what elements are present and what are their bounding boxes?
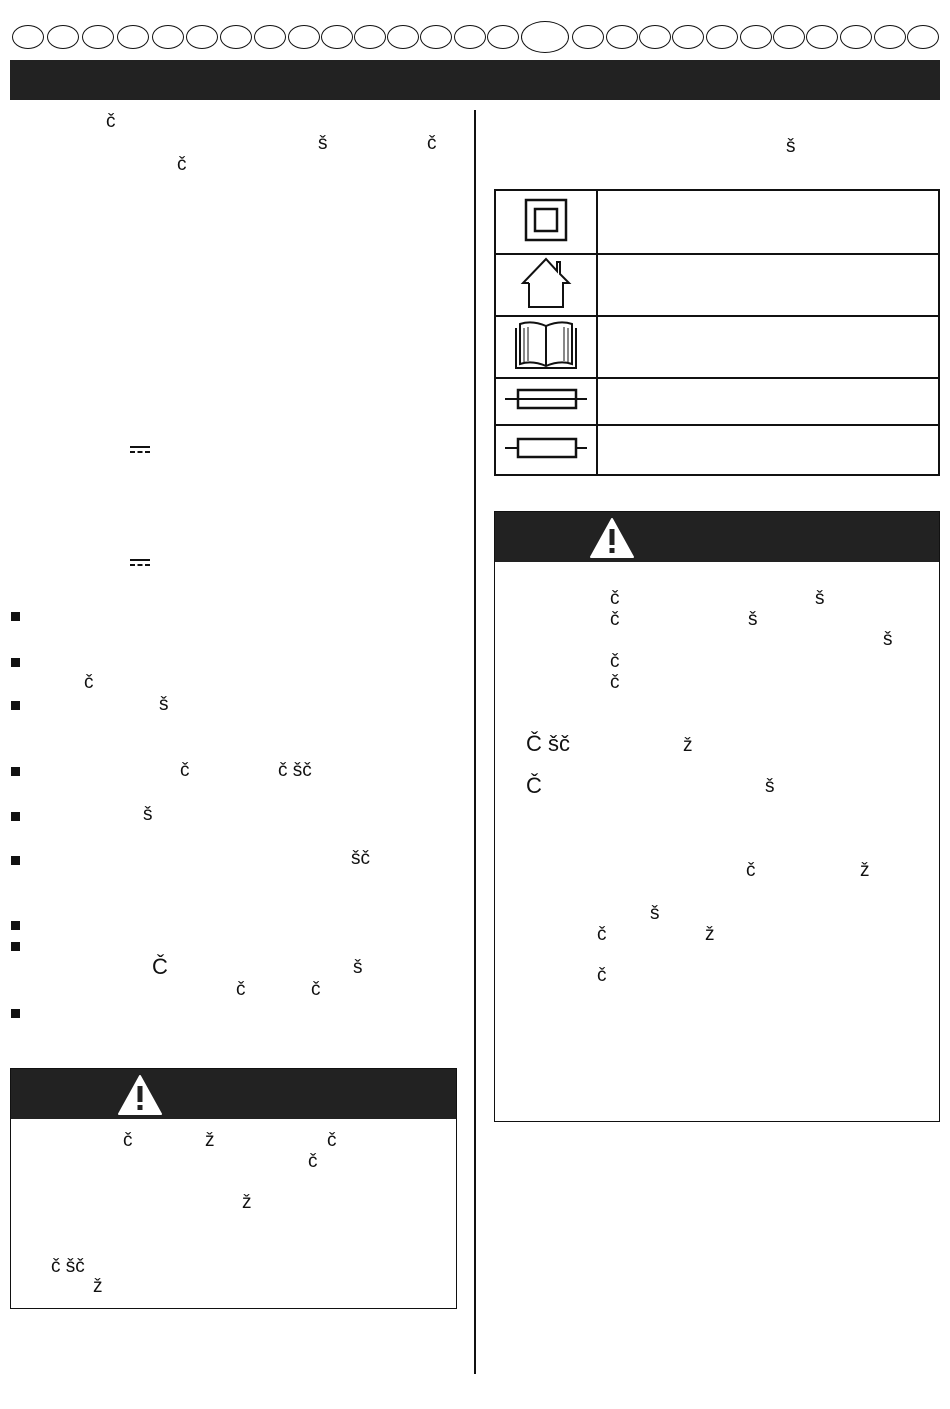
text-fragment: š [318, 133, 328, 154]
chapter-tab [220, 25, 252, 49]
text-fragment: š [883, 629, 893, 650]
text-fragment: š [748, 609, 758, 630]
text-fragment: š [786, 136, 796, 157]
symbol-cell [495, 254, 597, 316]
symbol-label [597, 425, 939, 475]
text-fragment: č [610, 609, 620, 630]
bullet-marker [11, 701, 20, 710]
symbol-cell [495, 316, 597, 378]
chapter-tab [806, 25, 838, 49]
dc-icon [130, 559, 150, 567]
chapter-tab [47, 25, 79, 49]
fuse-icon [503, 387, 589, 411]
warning-header [11, 1069, 456, 1119]
text-fragment: č [597, 965, 607, 986]
text-fragment: č [84, 672, 94, 693]
chapter-tab-strip [10, 21, 940, 53]
dc-icon [130, 446, 150, 454]
section-header-bar [10, 60, 940, 100]
text-fragment: č [177, 154, 187, 175]
text-fragment: ž [860, 860, 870, 881]
double-insulation-icon [524, 198, 568, 242]
symbol-row [495, 254, 939, 316]
warning-triangle-icon [117, 1074, 163, 1116]
chapter-tab [639, 25, 671, 49]
chapter-tab [606, 25, 638, 49]
text-fragment: Č [526, 773, 542, 798]
text-fragment: č [180, 760, 190, 781]
chapter-tab [840, 25, 872, 49]
text-fragment: š [159, 694, 169, 715]
symbol-row [495, 425, 939, 475]
warning-header [495, 512, 939, 562]
text-fragment: šč [351, 848, 370, 869]
symbol-label [597, 190, 939, 254]
indoor-use-house-icon [517, 257, 575, 309]
chapter-tab [572, 25, 604, 49]
read-manual-book-icon [512, 318, 580, 372]
text-fragment: č [106, 111, 116, 132]
chapter-tab [773, 25, 805, 49]
text-fragment: ž [242, 1192, 252, 1213]
symbol-table [494, 189, 940, 476]
bullet-marker [11, 856, 20, 865]
text-fragment: š [353, 957, 363, 978]
symbol-label [597, 378, 939, 425]
text-fragment: č [427, 133, 437, 154]
chapter-tab-current [521, 21, 569, 53]
chapter-tab [186, 25, 218, 49]
bullet-marker [11, 942, 20, 951]
bullet-marker [11, 1009, 20, 1018]
symbol-row [495, 378, 939, 425]
text-fragment: č [123, 1130, 133, 1151]
chapter-tab [454, 25, 486, 49]
chapter-tab [874, 25, 906, 49]
text-fragment: š [143, 804, 153, 825]
chapter-tab [420, 25, 452, 49]
symbol-cell [495, 425, 597, 475]
text-fragment: č [308, 1151, 318, 1172]
bullet-marker [11, 921, 20, 930]
column-divider [474, 110, 476, 1374]
fuse-icon [503, 436, 589, 460]
text-fragment: č [311, 979, 321, 1000]
chapter-tab [672, 25, 704, 49]
text-fragment: š [815, 588, 825, 609]
chapter-tab [152, 25, 184, 49]
text-fragment: č [236, 979, 246, 1000]
text-fragment: č [746, 860, 756, 881]
symbol-row [495, 316, 939, 378]
chapter-tab [706, 25, 738, 49]
chapter-tab [82, 25, 114, 49]
chapter-tab [907, 25, 939, 49]
symbol-cell [495, 378, 597, 425]
bullet-marker [11, 767, 20, 776]
chapter-tab [387, 25, 419, 49]
chapter-tab [288, 25, 320, 49]
text-fragment: č [610, 651, 620, 672]
warning-triangle-icon [589, 517, 635, 559]
text-fragment: ž [93, 1276, 103, 1297]
bullet-marker [11, 812, 20, 821]
chapter-tab [12, 25, 44, 49]
chapter-tab [117, 25, 149, 49]
text-fragment: ž [683, 735, 693, 756]
symbol-label [597, 316, 939, 378]
text-fragment: č šč [51, 1256, 85, 1277]
bullet-marker [11, 658, 20, 667]
text-fragment: Č šč [526, 731, 570, 756]
text-fragment: č šč [278, 760, 312, 781]
text-fragment: č [597, 924, 607, 945]
text-fragment: š [765, 776, 775, 797]
text-fragment: č [610, 588, 620, 609]
symbol-row [495, 190, 939, 254]
text-fragment: Č [152, 954, 168, 979]
text-fragment: š [650, 903, 660, 924]
chapter-tab [254, 25, 286, 49]
bullet-marker [11, 612, 20, 621]
chapter-tab [354, 25, 386, 49]
chapter-tab [321, 25, 353, 49]
text-fragment: č [610, 672, 620, 693]
text-fragment: č [327, 1130, 337, 1151]
chapter-tab [487, 25, 519, 49]
text-fragment: ž [205, 1130, 215, 1151]
warning-box-right [494, 511, 940, 1122]
text-fragment: ž [705, 924, 715, 945]
chapter-tab [740, 25, 772, 49]
symbol-cell [495, 190, 597, 254]
symbol-label [597, 254, 939, 316]
